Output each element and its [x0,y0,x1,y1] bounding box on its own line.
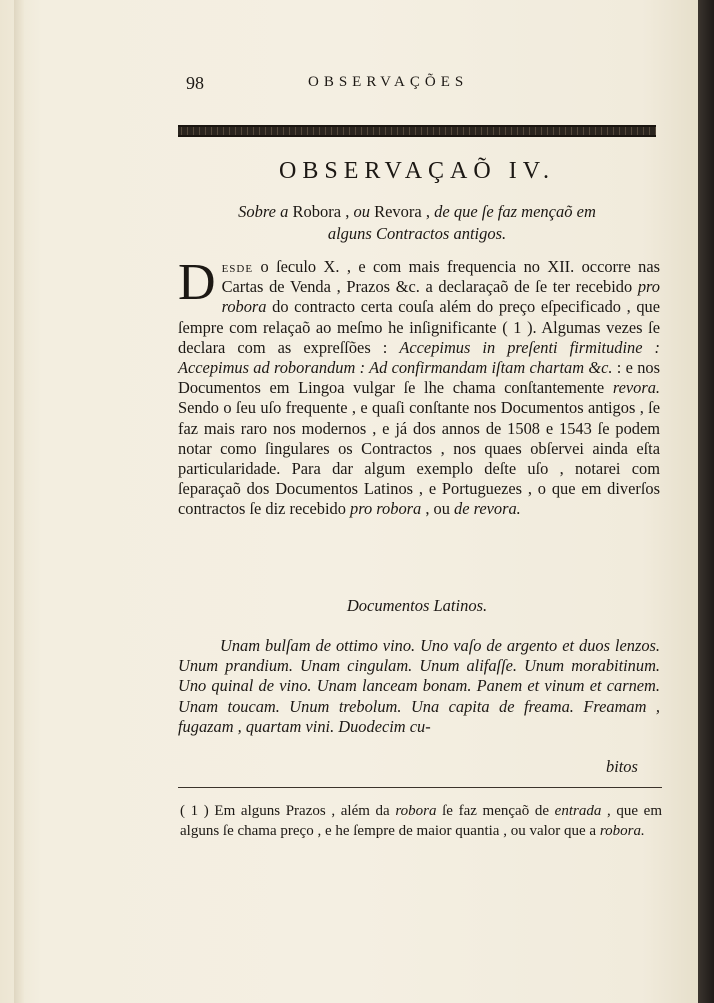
italic-run: pro robora [350,499,422,519]
subtitle-part: de que ſe faz mençaõ em [430,202,596,221]
subtitle-part: Revora , [369,202,430,221]
page-header [186,73,664,99]
italic-run: pro robora [221,277,660,317]
section-heading: Documentos Latinos. [346,596,488,615]
subtitle-part: ou [349,202,370,221]
latin-paragraph: Unam bulſam de ottimo vino. Uno vaſo de argento et duos lenzos. Unum prandium. Unam cingulam. Unum alifaſſe. Unum morabitinum. Uno quinal de vino. Unam lanceam bonam. Panem et vinum et carnem. Unam toucam. Unum trebolum. Una capita de freama. Freamam , fugazam , quartam vini. Duodecim cu- [178,636,660,736]
italic-run: revora. [612,378,660,398]
italic-run: de revora. [454,499,521,519]
italic-run: robora [395,803,437,819]
body-paragraph [178,254,661,520]
footnote [180,802,662,841]
text-run: ( 1 ) Em alguns Prazos , além da [180,803,396,819]
chapter-subtitle [178,201,656,245]
drop-cap: D [178,254,216,311]
italic-run: Accepimus in preſenti firmitudine : Accepimus ad roborandum : Ad confirmandam iſtam chartam &c. [178,337,661,378]
body-text [178,254,661,520]
text-run: : e nos Documentos em Lingoa vulgar ſe lhe chama conſtantemente [178,358,660,398]
text-run: ſe faz mençaõ de [436,803,555,819]
smallcaps-word: esde [221,257,254,276]
italic-run: robora. [599,822,645,839]
text-run: , que em alguns ſe chama preço , e he ſempre de maior quantia , ou valor que a [180,803,663,839]
text-run: do contracto certa couſa além do preço eſpecificado , que ſempre com relaçaõ ao meſmo he inſignificante ( 1 ). Algumas vezes ſe declara com as expreſſões : [178,297,660,357]
chapter-title: OBSERVAÇAÕ IV. [279,158,555,184]
subtitle-part: Robora , [288,202,350,221]
book-edge-shadow [698,0,714,1003]
text-run: o ſeculo X. , e com mais frequencia no XII. occorre nas Cartas de Venda , Prazos &c. a declaraçaõ de ſe ter recebido [221,257,660,297]
running-head: OBSERVAÇÕES [308,74,469,90]
page-gutter-shadow [14,0,24,1003]
italic-run: entrada [554,803,602,819]
latin-examples [178,636,660,737]
catchword: bitos [606,757,638,776]
page-number: 98 [186,73,204,93]
subtitle-line-2: alguns Contractos antigos. [327,224,507,243]
text-run: , ou [421,499,455,519]
footnote-rule [178,787,662,788]
ornamental-rule [178,125,656,137]
subtitle-part: Sobre a [238,202,289,221]
text-run: Sendo o ſeu uſo frequente , e quaſi conſtante nos Documentos antigos , ſe faz mais raro nos modernos , e já dos annos de 1508 e 1543 ſe podem notar como ſingulares os Contractos , nos quaes obſervei ainda eſta particularidade. Para dar algum exemplo deſte uſo , notarei com ſeparaçaõ dos Documentos Latinos , e Portuguezes , o que em diverſos contractos ſe diz recebido [178,398,660,519]
